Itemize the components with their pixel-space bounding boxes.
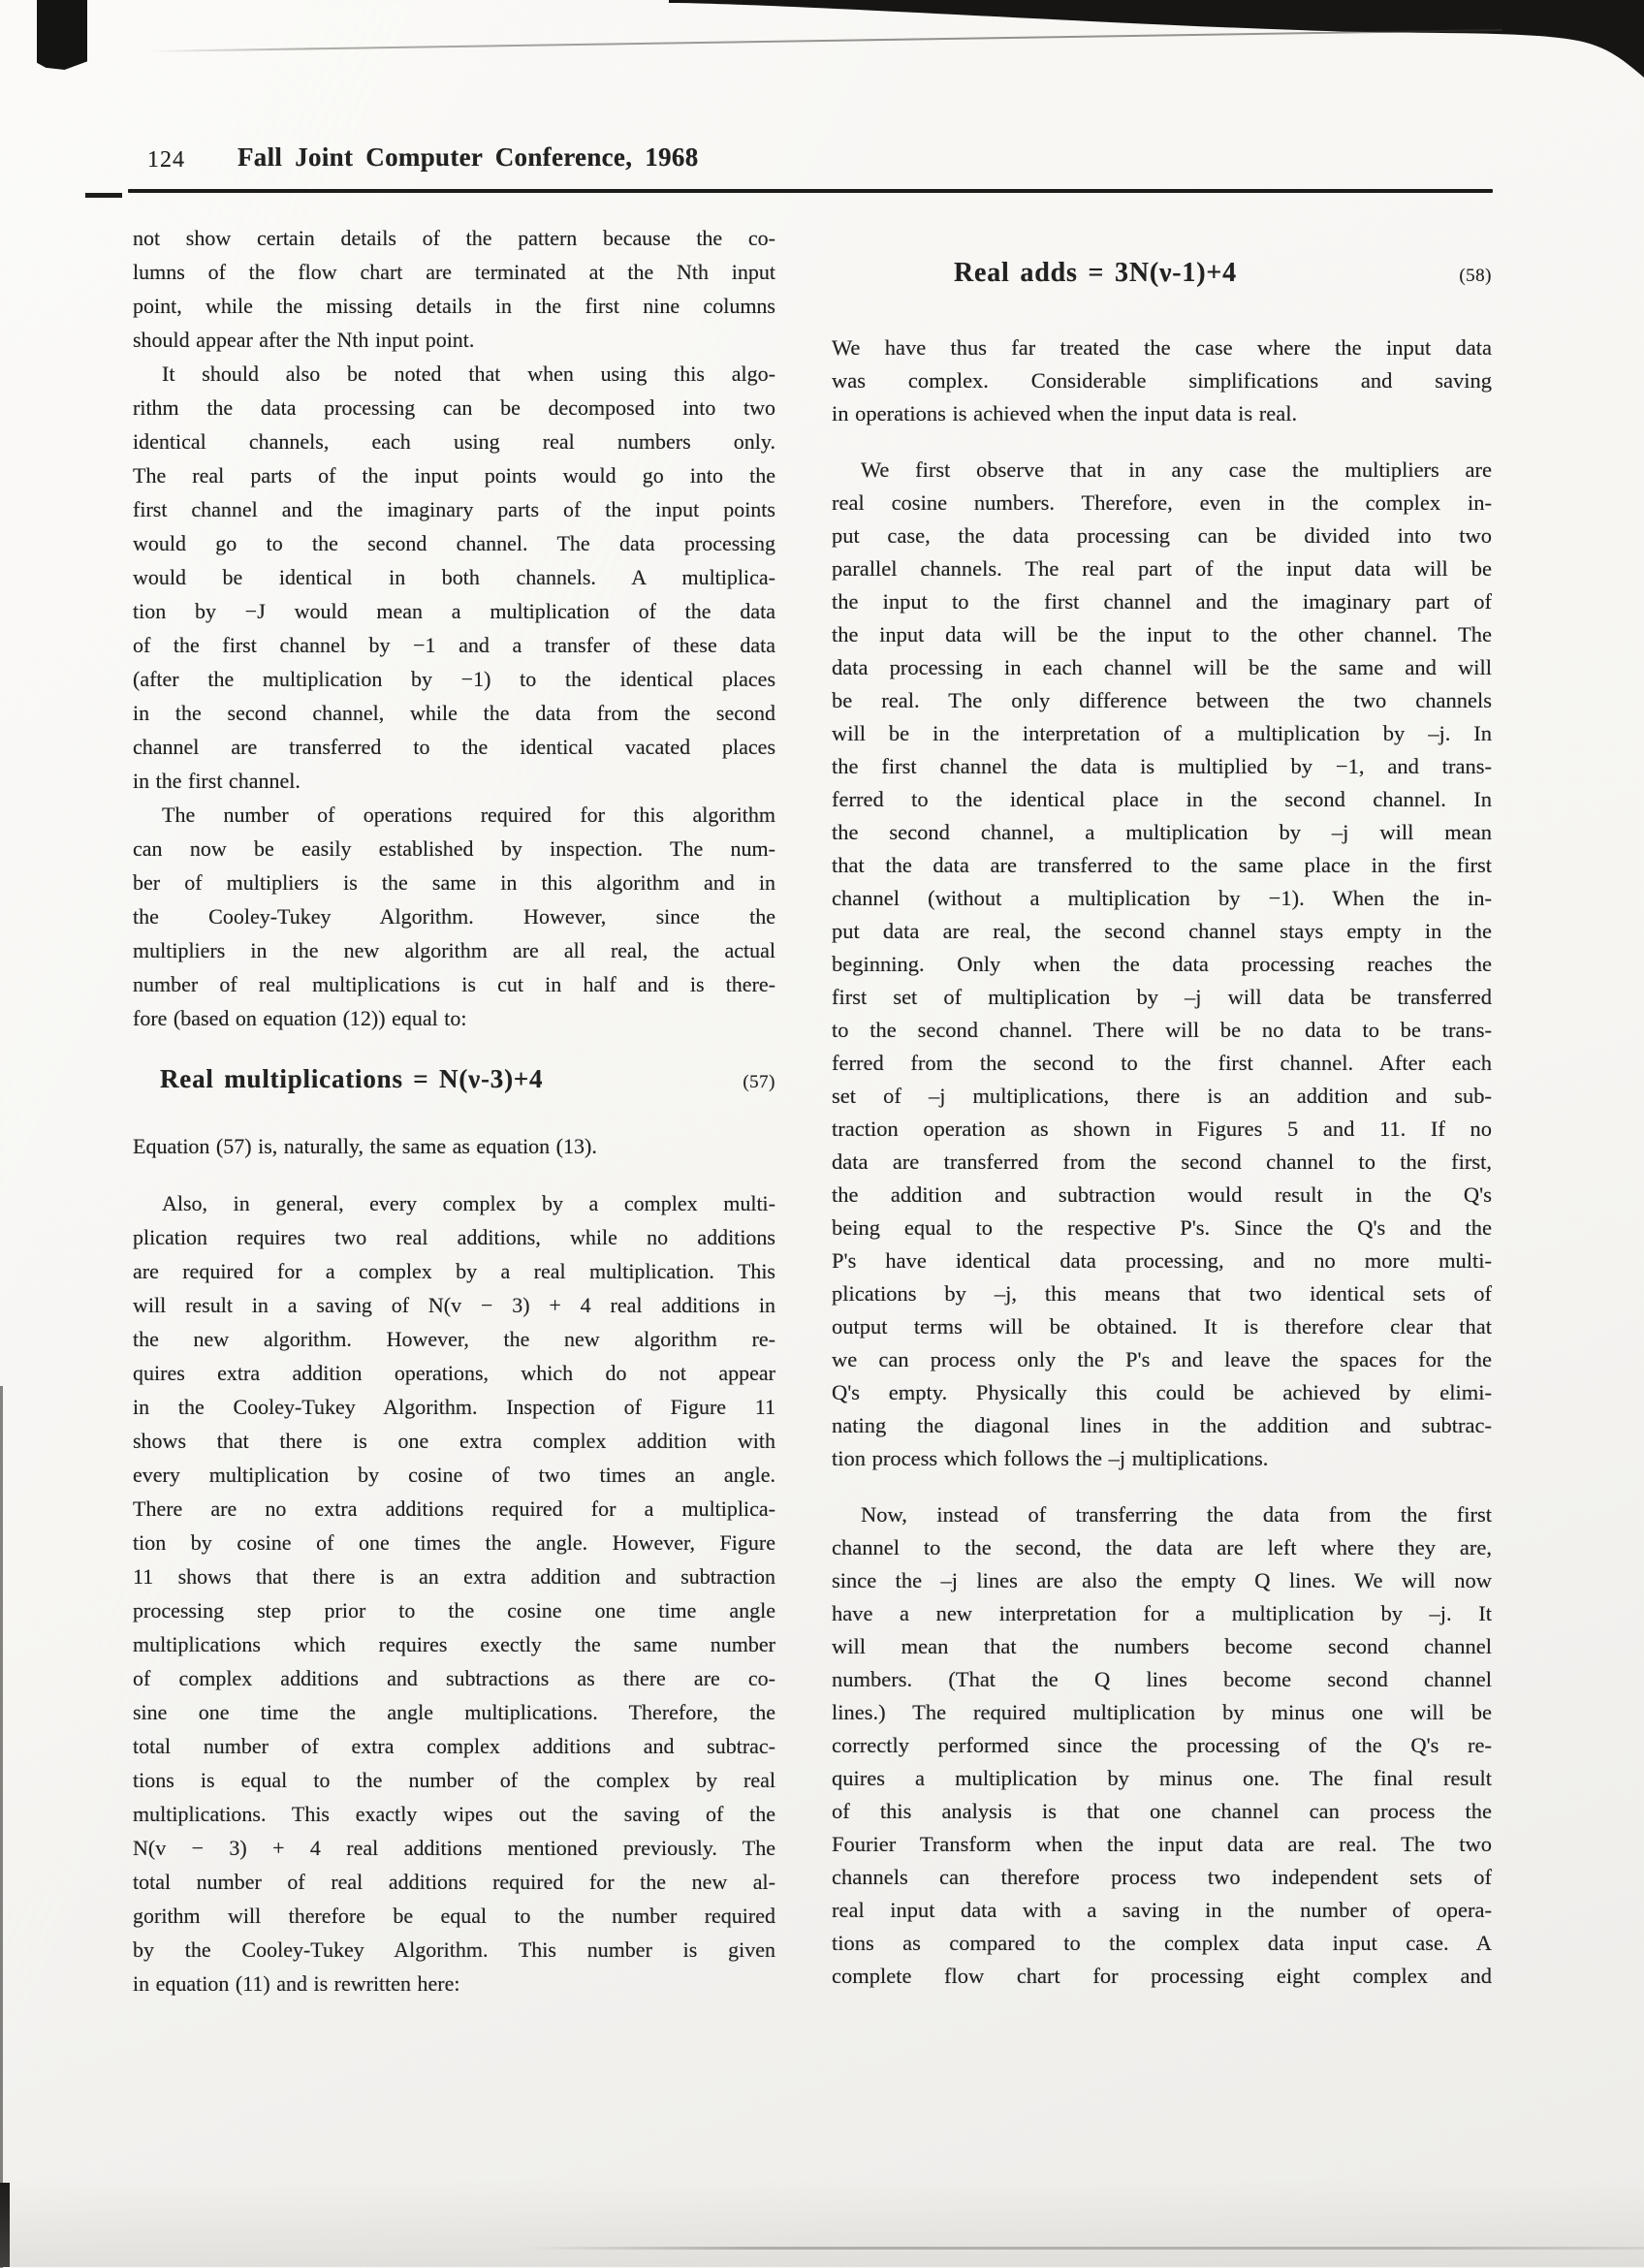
text-line: Q's empty. Physically this could be achieved by elimi- <box>832 1380 1492 1404</box>
text-line: are required for a complex by a real multiplication. This <box>133 1259 775 1283</box>
text-line: will result in a saving of N(v − 3) + 4 real additions in <box>133 1293 775 1317</box>
right-column <box>832 244 1492 1993</box>
text-line: the input to the first channel and the imaginary part of <box>832 589 1492 614</box>
text-line: the new algorithm. However, the new algorithm re- <box>133 1327 775 1351</box>
text-line: channel to the second, the data are left where they are, <box>832 1535 1492 1559</box>
text-line: ferred from the second to the first channel. After each <box>832 1051 1492 1075</box>
text-line: tions is equal to the number of the complex by real <box>133 1768 775 1792</box>
text-line: 11 shows that there is an extra addition and subtraction <box>133 1564 775 1589</box>
text-line: being equal to the respective P's. Since the Q's and the <box>832 1215 1492 1240</box>
right-column-text <box>832 331 1492 1993</box>
text-line: processing step prior to the cosine one time angle <box>133 1598 775 1622</box>
scan-artifact-bottom-shade <box>0 2180 1644 2267</box>
text-line: tion process which follows the –j multiplications. <box>832 1446 1269 1470</box>
scan-artifact-top-left-block <box>37 0 87 70</box>
text-line: have a new interpretation for a multiplication by –j. It <box>832 1601 1492 1625</box>
text-line: channels can therefore process two independent sets of <box>832 1865 1492 1889</box>
paragraph <box>133 1186 775 2000</box>
text-line: rithm the data processing can be decomposed into two <box>133 395 775 420</box>
text-line: real input data with a saving in the number of opera- <box>832 1898 1492 1922</box>
text-line: plication requires two real additions, while no additions <box>133 1225 775 1249</box>
text-line: We have thus far treated the case where the input data <box>832 335 1492 360</box>
text-line: There are no extra additions required for a multiplica- <box>133 1496 775 1521</box>
text-line: lines.) The required multiplication by minus one will be <box>832 1700 1492 1724</box>
equation-58-body: Real adds = 3N(ν-1)+4 <box>954 258 1237 288</box>
text-line: by the Cooley-Tukey Algorithm. This number is given <box>133 1937 775 1962</box>
text-line: the second channel, a multiplication by –j will mean <box>832 820 1492 844</box>
text-line: put data are real, the second channel stays empty in the <box>832 919 1492 943</box>
text-line: Also, in general, every complex by a complex multi- <box>162 1191 775 1215</box>
text-line: numbers. (That the Q lines become second channel <box>832 1667 1492 1691</box>
text-line: tion by −J would mean a multiplication of the data <box>133 599 775 623</box>
equation-58-number: (58) <box>1459 266 1492 286</box>
paragraph <box>133 221 775 357</box>
header-rule <box>128 189 1493 193</box>
text-line: sine one time the angle multiplications. Therefore, the <box>133 1700 775 1724</box>
text-line: parallel channels. The real part of the input data will be <box>832 556 1492 581</box>
text-line: nating the diagonal lines in the addition and subtrac- <box>832 1413 1492 1437</box>
text-line: total number of real additions required for the new al- <box>133 1870 775 1894</box>
text-line: the input data will be the input to the other channel. The <box>832 622 1492 646</box>
text-line: quires extra addition operations, which do not appear <box>133 1361 775 1385</box>
text-line: number of real multiplications is cut in half and is there- <box>133 972 775 996</box>
text-line: first channel and the imaginary parts of the input points <box>133 497 775 521</box>
text-line: traction operation as shown in Figures 5 and 11. If no <box>832 1117 1492 1141</box>
text-line: will be in the interpretation of a multiplication by –j. In <box>832 721 1492 745</box>
equation-57 <box>133 1064 775 1094</box>
left-column <box>133 221 775 2000</box>
text-line: correctly performed since the processing of the Q's re- <box>832 1733 1492 1757</box>
page-number: 124 <box>147 147 185 173</box>
text-line: Now, instead of transferring the data from the first <box>861 1502 1492 1527</box>
text-line: output terms will be obtained. It is therefore clear that <box>832 1314 1492 1339</box>
text-line: lumns of the flow chart are terminated at the Nth input <box>133 260 775 284</box>
paragraph <box>133 1129 775 1163</box>
text-line: in the first channel. <box>133 769 300 793</box>
paragraph <box>133 357 775 798</box>
text-line: was complex. Considerable simplifications and saving <box>832 368 1492 393</box>
text-line: every multiplication by cosine of two times an angle. <box>133 1463 775 1487</box>
text-line: shows that there is one extra complex addition with <box>133 1429 775 1453</box>
text-line: ber of multipliers is the same in this algorithm and in <box>133 870 775 895</box>
text-line: complete flow chart for processing eight complex and <box>832 1964 1492 1988</box>
page-title: Fall Joint Computer Conference, 1968 <box>237 142 699 172</box>
text-line: tions as compared to the complex data input case. A <box>832 1931 1492 1955</box>
text-line: total number of extra complex additions and subtrac- <box>133 1734 775 1758</box>
text-line: the addition and subtraction would result in the Q's <box>832 1182 1492 1207</box>
text-line: in the second channel, while the data from the second <box>133 701 775 725</box>
text-line: of complex additions and subtractions as there are co- <box>133 1666 775 1690</box>
text-line: set of –j multiplications, there is an addition and sub- <box>832 1084 1492 1108</box>
equation-57-number: (57) <box>743 1072 775 1092</box>
text-line: P's have identical data processing, and no more multi- <box>832 1248 1492 1273</box>
text-line: since the –j lines are also the empty Q lines. We will now <box>832 1568 1492 1592</box>
text-line: first set of multiplication by –j will data be transferred <box>832 985 1492 1009</box>
text-line: N(v − 3) + 4 real additions mentioned previously. The <box>133 1836 775 1860</box>
scan-artifact-left-edge <box>0 1386 3 2268</box>
text-line: gorithm will therefore be equal to the number required <box>133 1904 775 1928</box>
text-line: ferred to the identical place in the second channel. In <box>832 787 1492 811</box>
text-line: fore (based on equation (12)) equal to: <box>133 1006 467 1030</box>
text-line: plications by –j, this means that two identical sets of <box>832 1281 1492 1306</box>
text-line: point, while the missing details in the first nine columns <box>133 294 775 318</box>
paragraph <box>832 331 1492 430</box>
text-line: put case, the data processing can be divided into two <box>832 523 1492 548</box>
text-line: should appear after the Nth input point. <box>133 328 475 352</box>
equation-57-body: Real multiplications = N(ν-3)+4 <box>160 1064 544 1093</box>
text-line: can now be easily established by inspection. The num- <box>133 836 775 861</box>
text-line: that the data are transferred to the same place in the first <box>832 853 1492 877</box>
text-line: It should also be noted that when using this algo- <box>162 362 775 386</box>
text-line: channel are transferred to the identical vacated places <box>133 735 775 759</box>
paragraph <box>133 798 775 1035</box>
text-line: The real parts of the input points would go into the <box>133 463 775 488</box>
text-line: not show certain details of the pattern because the co- <box>133 226 775 250</box>
text-line: would be identical in both channels. A multiplica- <box>133 565 775 589</box>
header-rule-dash <box>85 193 122 198</box>
text-line: of this analysis is that one channel can process the <box>832 1799 1492 1823</box>
left-column-after-equation-text <box>133 1129 775 2000</box>
text-line: Equation (57) is, naturally, the same as equation (13). <box>133 1134 597 1158</box>
equation-58 <box>832 258 1492 289</box>
paragraph <box>832 454 1492 1475</box>
text-line: in the Cooley-Tukey Algorithm. Inspection of Figure 11 <box>133 1395 775 1419</box>
text-line: the first channel the data is multiplied by −1, and trans- <box>832 754 1492 778</box>
text-line: quires a multiplication by minus one. The final result <box>832 1766 1492 1790</box>
text-line: multiplications. This exactly wipes out the saving of the <box>133 1802 775 1826</box>
text-line: data are transferred from the second channel to the first, <box>832 1150 1492 1174</box>
text-line: to the second channel. There will be no data to be trans- <box>832 1018 1492 1042</box>
text-line: would go to the second channel. The data processing <box>133 531 775 555</box>
text-line: tion by cosine of one times the angle. However, Figure <box>133 1530 775 1555</box>
text-line: in operations is achieved when the input data is real. <box>832 401 1298 425</box>
text-line: beginning. Only when the data processing reaches the <box>832 952 1492 976</box>
paragraph <box>832 1498 1492 1993</box>
text-line: identical channels, each using real numbers only. <box>133 429 775 454</box>
text-line: multipliers in the new algorithm are all real, the actual <box>133 938 775 962</box>
scan-artifact-top-right-wedge <box>669 0 1644 89</box>
text-line: we can process only the P's and leave the spaces for the <box>832 1347 1492 1371</box>
text-line: be real. The only difference between the two channels <box>832 688 1492 712</box>
text-line: (after the multiplication by −1) to the identical places <box>133 667 775 691</box>
wedge-shape <box>669 0 1644 89</box>
text-line: channel (without a multiplication by −1). When the in- <box>832 886 1492 910</box>
left-column-intro-text <box>133 221 775 1035</box>
text-line: Fourier Transform when the input data are real. The two <box>832 1832 1492 1856</box>
text-line: will mean that the numbers become second channel <box>832 1634 1492 1658</box>
text-line: multiplications which requires exectly the same number <box>133 1632 775 1656</box>
text-line: We first observe that in any case the multipliers are <box>861 457 1492 482</box>
text-line: The number of operations required for this algorithm <box>162 803 775 827</box>
text-line: in equation (11) and is rewritten here: <box>133 1971 460 1996</box>
text-line: data processing in each channel will be the same and will <box>832 655 1492 679</box>
text-line: of the first channel by −1 and a transfer of these data <box>133 633 775 657</box>
text-line: the Cooley-Tukey Algorithm. However, since the <box>133 904 775 929</box>
text-line: real cosine numbers. Therefore, even in the complex in- <box>832 490 1492 515</box>
